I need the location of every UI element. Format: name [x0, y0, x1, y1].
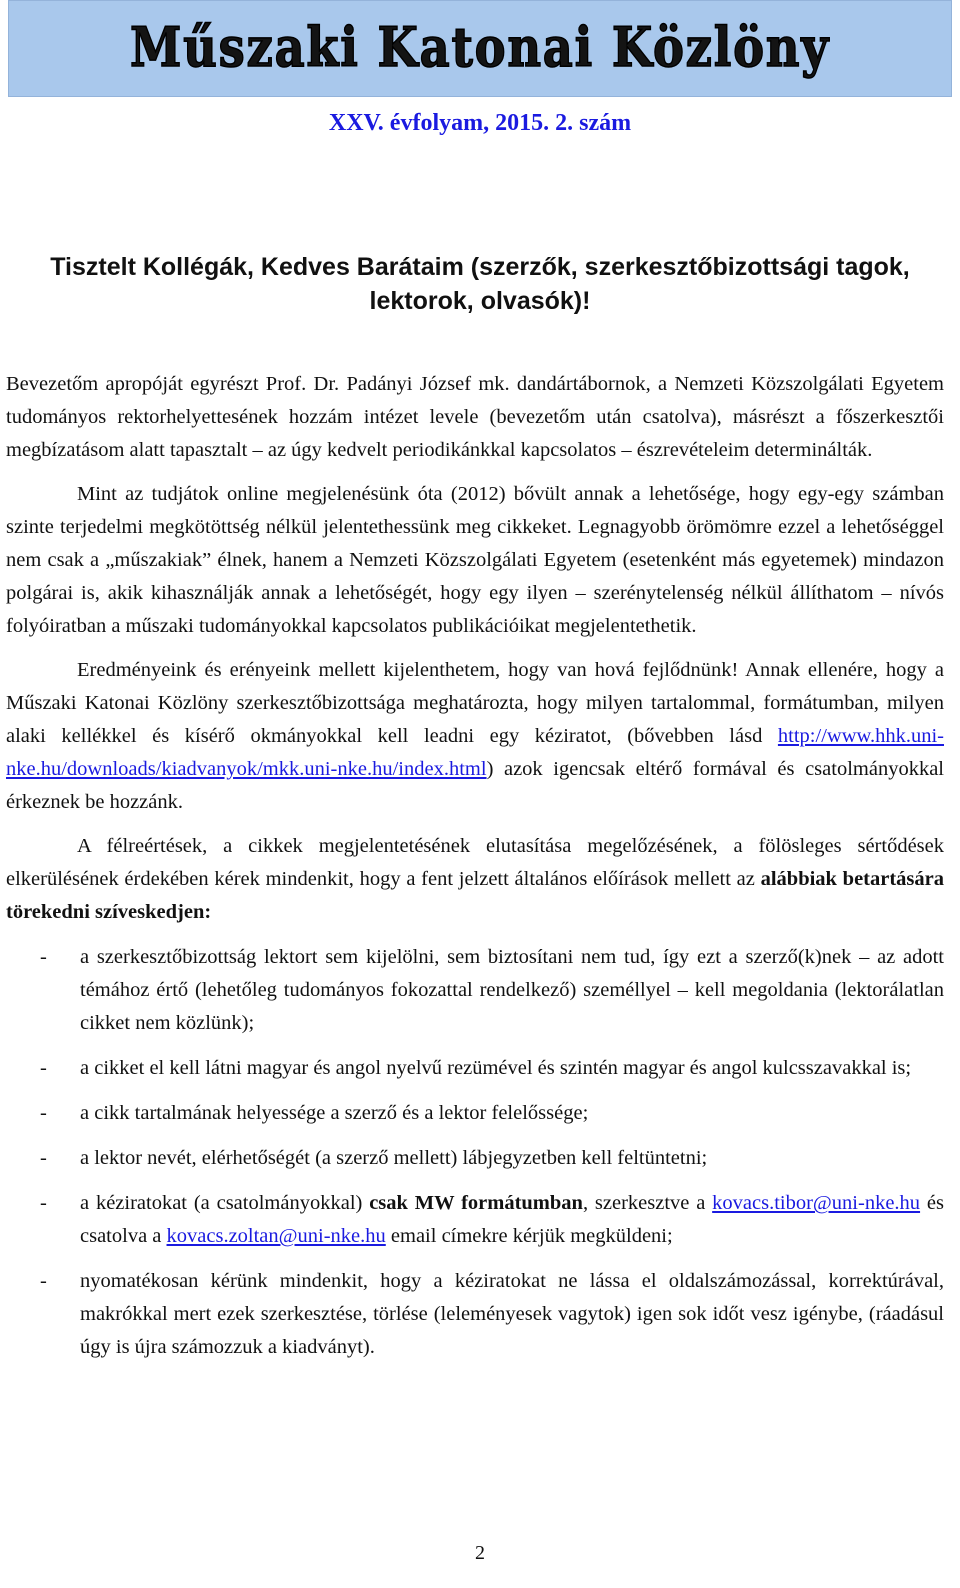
rules-list	[6, 941, 944, 1364]
list-item-text: a kéziratokat (a csatolmányokkal)	[80, 1192, 370, 1214]
list-item	[6, 1265, 944, 1364]
list-item-text: a cikket el kell látni magyar és angol nyelvű rezümével és szintén magyar és angol kulcsszavakkal is;	[80, 1057, 912, 1079]
page-number: 2	[475, 1542, 485, 1564]
list-dash: -	[40, 1270, 47, 1292]
email-link-zoltan[interactable]: kovacs.zoltan@uni-nke.hu	[166, 1225, 386, 1247]
journal-title-text: Műszaki Katonai Közlöny	[130, 14, 830, 79]
list-dash: -	[40, 1192, 47, 1214]
list-item-text: és csatolva a	[80, 1192, 944, 1247]
paragraph-request	[6, 830, 944, 929]
list-item-text: nyomatékosan kérünk mindenkit, hogy a kéziratokat ne lássa el oldalszámozással, korrektúrával, makrókkal mert ezek szerkesztése, törlése (leleményesek vagytok) igen sok időt vesz igénybe, (ráadásul úgy is újra számozzuk a kiadványt).	[80, 1270, 944, 1358]
paragraph-request-emphasis: alábbiak betartására törekedni szíveskedjen:	[6, 868, 944, 923]
paragraph-guidelines	[6, 654, 944, 819]
list-item-text: , szerkesztve a	[582, 1192, 713, 1214]
list-dash: -	[40, 1057, 47, 1079]
paragraph-intro: Bevezetőm apropóját egyrészt Prof. Dr. Padányi József mk. dandártábornok, a Nemzeti Közszolgálati Egyetem tudományos rektorhelyettesének hozzám intézet levele (bevezetőm után csatolva), másrészt a főszerkesztői megbízatásom alatt tapasztalt – az úgy kedvelt periodikánkkal kapcsolatos – észrevételeim determinálták.	[6, 373, 944, 461]
list-item	[6, 941, 944, 1040]
list-item-emphasis: csak MW formátumban	[369, 1192, 583, 1214]
list-dash: -	[40, 1102, 47, 1124]
letter-body	[6, 368, 944, 1376]
issue-heading: XXV. évfolyam, 2015. 2. szám	[328, 110, 632, 136]
email-link-tibor[interactable]: kovacs.tibor@uni-nke.hu	[712, 1192, 921, 1214]
paragraph-guidelines-text: Eredményeink és erényeink mellett kijelenthetem, hogy van hová fejlődnünk! Annak ellenére, hogy a Műszaki Katonai Közlöny szerkesztőbizottsága meghatározta, hogy milyen tartalommal, formátumban, milyen alaki kellékkel és kísérő okmányokkal kell leadni egy kéziratot, (bővebben lásd	[6, 659, 944, 747]
paragraph-guidelines-end: ) azok igencsak eltérő formával és csatolmányokkal érkeznek be hozzánk.	[6, 758, 944, 813]
list-item-text: email címekre kérjük megküldeni;	[385, 1225, 673, 1247]
list-item	[6, 1187, 944, 1253]
guidelines-link[interactable]: http://www.hhk.uni-nke.hu/downloads/kiadvanyok/mkk.uni-nke.hu/index.html	[6, 725, 944, 780]
list-item-text: a lektor nevét, elérhetőségét (a szerző mellett) lábjegyzetben kell feltüntetni;	[80, 1147, 708, 1169]
journal-title-logo	[120, 14, 840, 84]
journal-banner	[8, 0, 952, 97]
list-item-text: a cikk tartalmának helyessége a szerző és a lektor felelőssége;	[80, 1102, 589, 1124]
list-item	[6, 1142, 944, 1175]
list-item	[6, 1052, 944, 1085]
paragraph-request-text: A félreértések, a cikkek megjelentetésének elutasítása megelőzésének, a fölösleges sértődések elkerülésének érdekében kérek mindenkit, hogy a fent jelzett általános előírások mellett az	[6, 835, 944, 890]
paragraph-online: Mint az tudjátok online megjelenésünk óta (2012) bővült annak a lehetősége, hogy egy-egy számban szinte terjedelmi megkötöttség nélkül jelentethessünk meg cikkeket. Legnagyobb örömömre ezzel a lehetőséggel nem csak a „műszakiak” élnek, hanem a Nemzeti Közszolgálati Egyetem (esetenként más egyetemek) mindazon polgárai is, akik kihasználják annak a lehetőségét, hogy egy ilyen – szerénytelenség nélkül állíthatom – nívós folyóiratban a műszaki tudományokkal kapcsolatos publikációikat megjelentethetik.	[6, 483, 944, 637]
list-dash: -	[40, 946, 47, 968]
list-item	[6, 1097, 944, 1130]
greeting-heading: Tisztelt Kollégák, Kedves Barátaim (szerzők, szerkesztőbizottsági tagok, lektorok, olvasók)!	[50, 253, 910, 315]
list-dash: -	[40, 1147, 47, 1169]
list-item-text: a szerkesztőbizottság lektort sem kijelölni, sem biztosítani nem tud, így ezt a szerző(k)nek – az adott témához értő (lehetőleg tudományos fokozattal rendelkező) személlyel – kell megoldania (lektorálatlan cikket nem közlünk);	[80, 946, 944, 1034]
